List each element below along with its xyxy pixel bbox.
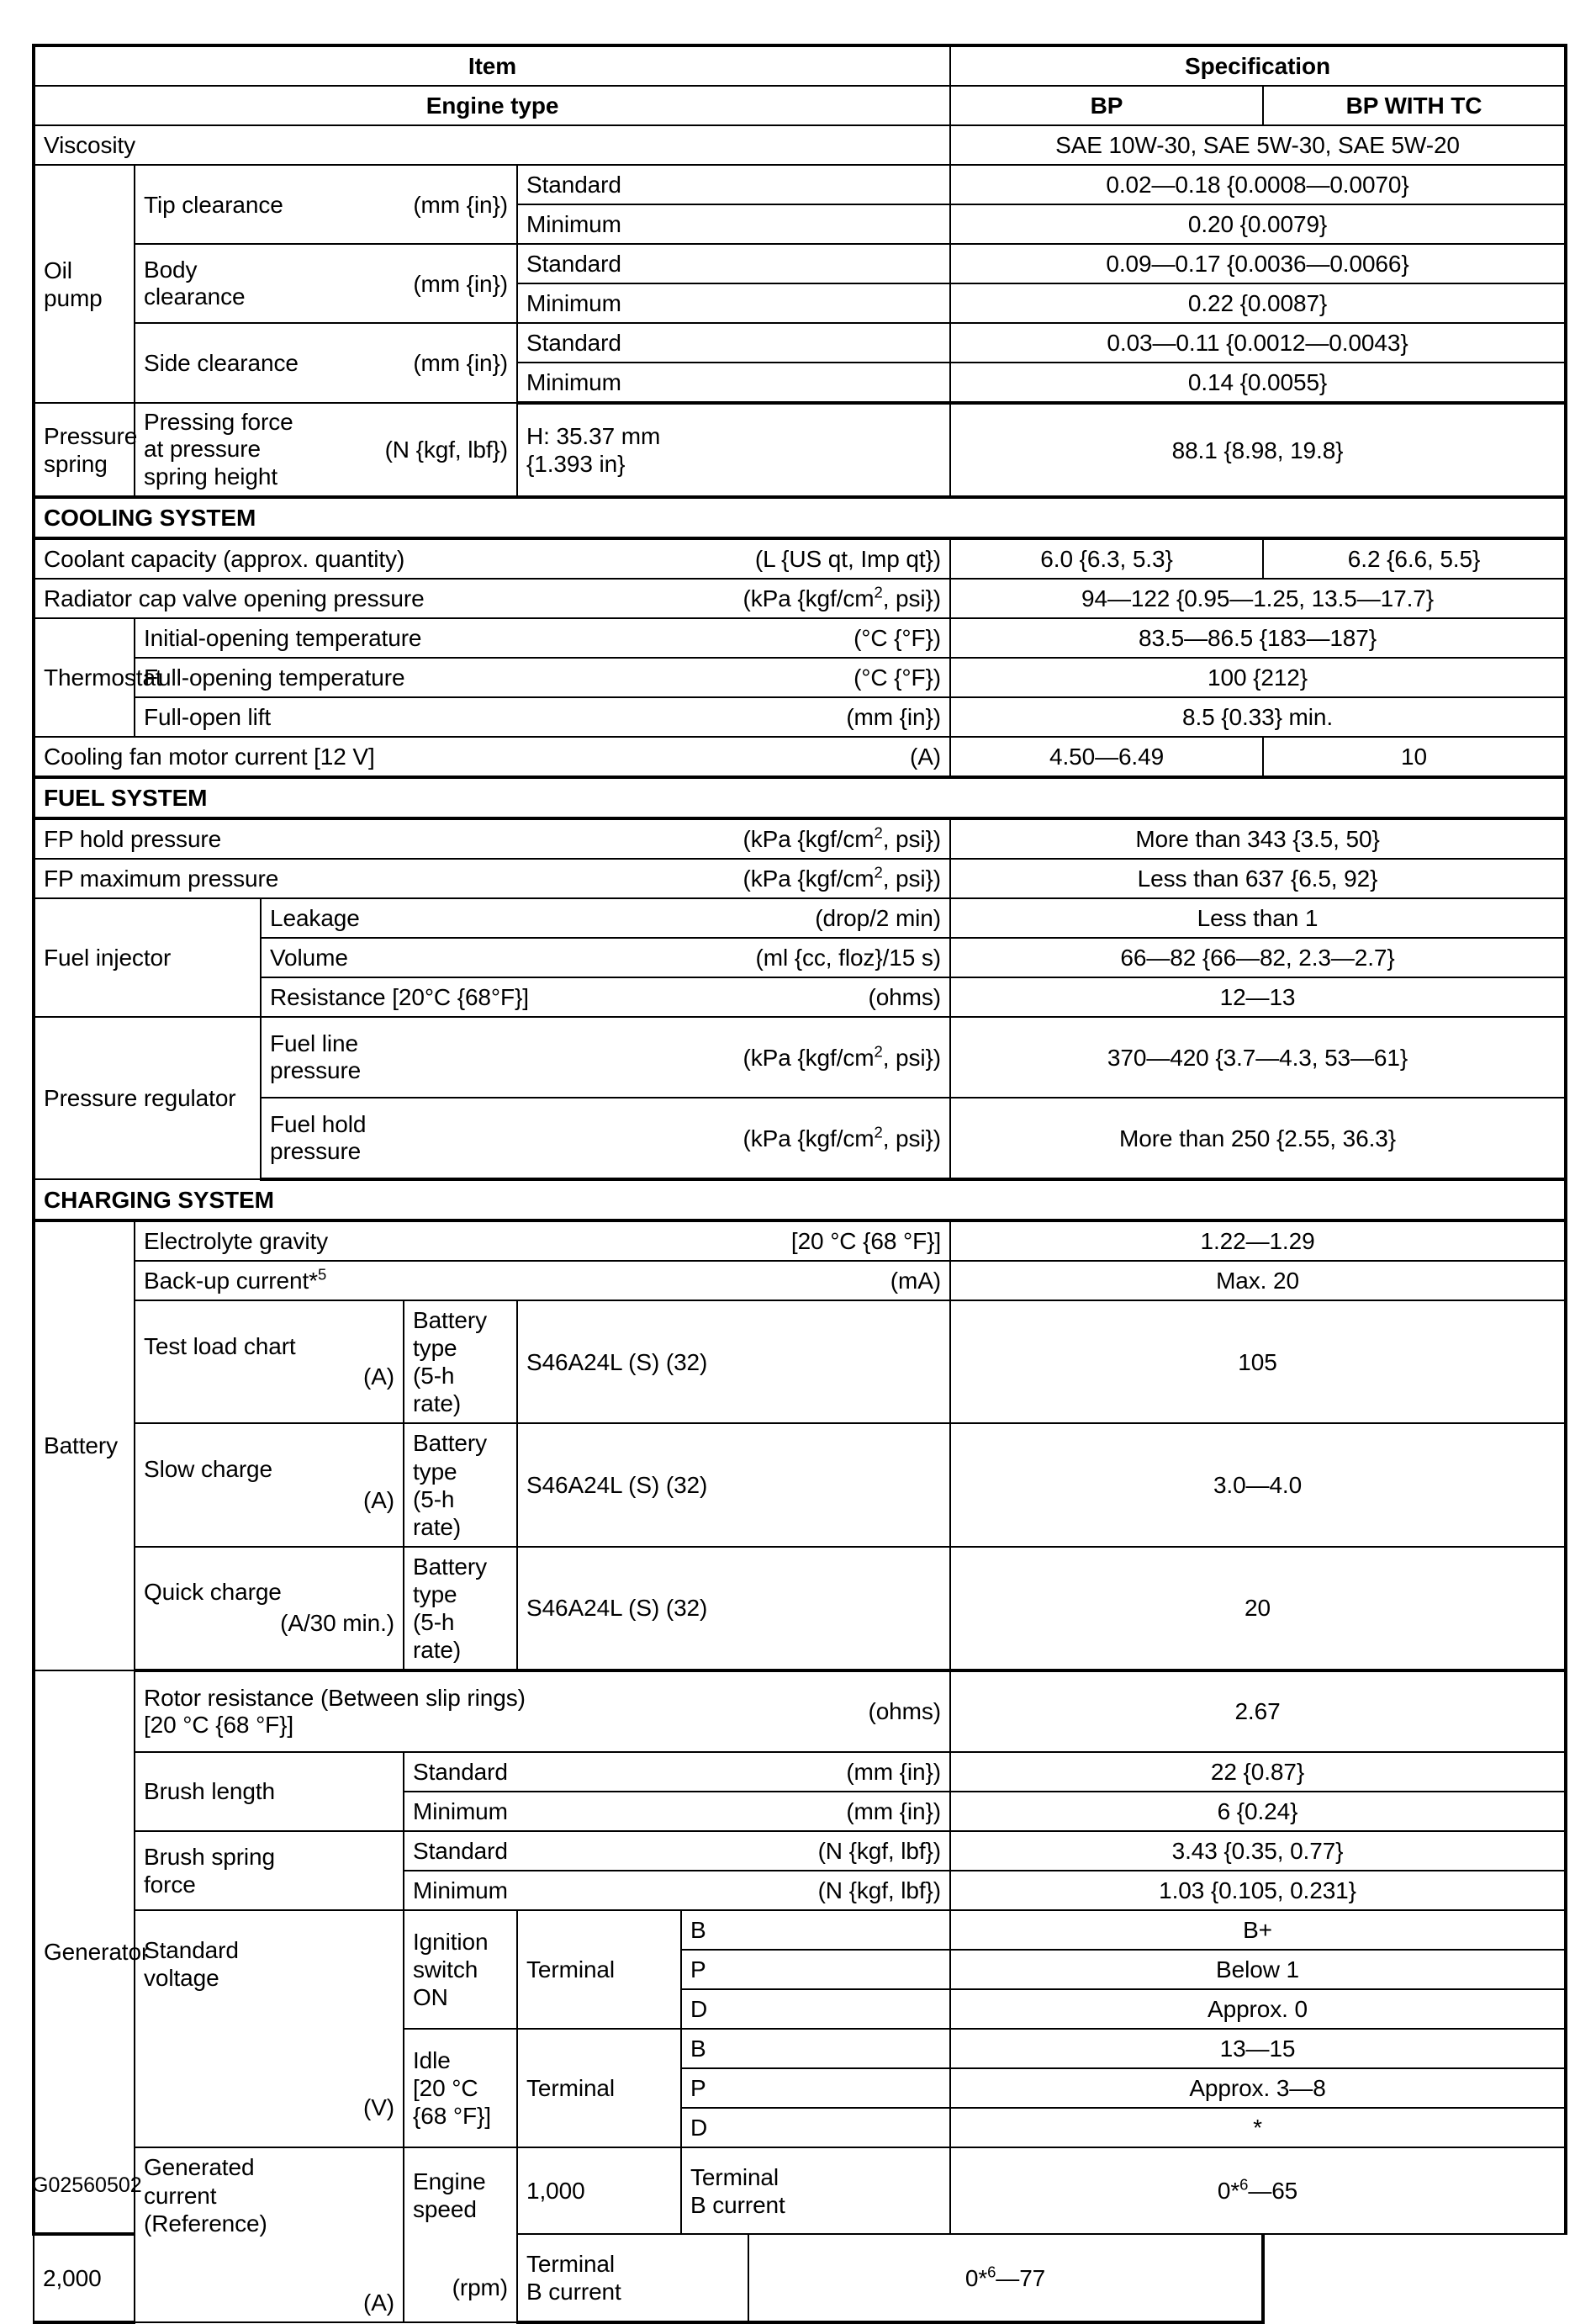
coolant-capacity-bp: 6.0 {6.3, 5.3} (950, 538, 1263, 579)
viscosity-value: SAE 10W-30, SAE 5W-30, SAE 5W-20 (950, 125, 1566, 165)
figure-code: G02560502 (32, 2173, 142, 2197)
section-header-charging-system: CHARGING SYSTEM (34, 1179, 1566, 1220)
fuel-line-label-line1: Fuel line (270, 1030, 358, 1057)
side-clearance-standard-value: 0.03—0.11 {0.0012—0.0043} (950, 323, 1566, 363)
slow-charge-cell (135, 1423, 404, 1546)
pressure-spring-label (34, 403, 138, 497)
row-body-clearance-standard (34, 244, 1566, 283)
terminal-d-idle-label: D (681, 2108, 950, 2147)
electrolyte-label: Electrolyte gravity (144, 1228, 329, 1255)
coolant-capacity-cell (34, 538, 950, 579)
row-fp-hold-pressure (34, 818, 1566, 859)
volume-value: 66—82 {66—82, 2.3—2.7} (950, 938, 1566, 977)
standard-voltage-line1: Standard (144, 1936, 239, 1963)
full-open-lift-cell (135, 697, 950, 737)
leakage-cell (261, 898, 950, 938)
fan-motor-bp: 4.50—6.49 (950, 737, 1263, 777)
resistance-value: 12—13 (950, 977, 1566, 1017)
pressing-height-line2: {1.393 in} (526, 451, 626, 478)
terminal-p-idle-label: P (681, 2068, 950, 2108)
leakage-value: Less than 1 (950, 898, 1566, 938)
engine-speed-1000: 1,000 (517, 2147, 681, 2234)
brush-spring-minimum-value: 1.03 {0.105, 0.231} (950, 1871, 1566, 1910)
test-load-battery-type-line1: Battery type (413, 1307, 488, 1362)
full-open-temp-unit: (°C {°F}) (853, 664, 942, 691)
quick-charge-unit: (A/30 min.) (280, 1609, 394, 1636)
terminal-b-idle-label: B (681, 2029, 950, 2068)
row-coolant-capacity (34, 538, 1566, 579)
ignition-switch-line2: ON (413, 1983, 448, 2010)
side-clearance-unit: (mm {in}) (413, 350, 508, 377)
electrolyte-unit: [20 °C {68 °F}] (790, 1228, 942, 1255)
engine-speed-cell (404, 2147, 517, 2322)
pressing-force-line3: spring height (144, 463, 278, 490)
engine-speed-unit: (rpm) (452, 2274, 508, 2301)
brush-length-minimum-value: 6 {0.24} (950, 1792, 1566, 1831)
test-load-unit: (A) (362, 1363, 394, 1390)
terminal-p-idle-value: Approx. 3—8 (950, 2068, 1566, 2108)
brush-spring-standard-value: 3.43 {0.35, 0.77} (950, 1831, 1566, 1871)
row-pressure-spring (34, 403, 1566, 497)
side-clearance-minimum-label: Minimum (517, 363, 950, 403)
backup-current-label: Back-up current*$^5$ (144, 1265, 327, 1294)
brush-length-label: Brush length (135, 1752, 404, 1831)
tip-clearance-cell (135, 165, 517, 244)
row-section-charging (34, 1179, 1566, 1220)
coolant-capacity-label: Coolant capacity (approx. quantity) (44, 545, 405, 572)
radiator-cap-unit: (kPa {$kgf/cm^2$, psi}) (743, 583, 942, 611)
standard-voltage-cell (135, 1910, 404, 2147)
row-brush-length-standard (34, 1752, 1566, 1792)
row-std-voltage-ign-b (34, 1910, 1566, 1950)
radiator-cap-label: Radiator cap valve opening pressure (44, 585, 425, 611)
fuel-line-cell (261, 1017, 950, 1098)
leakage-label: Leakage (270, 905, 360, 932)
full-open-lift-label: Full-open lift (144, 704, 272, 730)
test-load-label: Test load chart (144, 1333, 296, 1360)
ignition-switch-line1: Ignition switch (413, 1928, 489, 1983)
fp-max-unit: (kPa {$kgf/cm^2$, psi}) (743, 863, 942, 892)
row-thermostat-full-open-temp (34, 658, 1566, 697)
brush-spring-minimum-cell (404, 1871, 950, 1910)
slow-charge-battery-type-line1: Battery type (413, 1430, 488, 1485)
rotor-resistance-value: 2.67 (950, 1670, 1566, 1752)
fuel-hold-label-line1: Fuel hold (270, 1111, 367, 1138)
initial-open-cell (135, 618, 950, 658)
row-radiator-cap (34, 579, 1566, 618)
brush-spring-label (135, 1831, 404, 1910)
fuel-hold-value: More than 250 {2.55, 36.3} (950, 1098, 1566, 1179)
body-clearance-minimum-label: Minimum (517, 283, 950, 323)
row-side-clearance-standard (34, 323, 1566, 363)
body-clearance-label-line2: clearance (144, 283, 246, 310)
volume-unit: (ml {cc, floz}/15 s) (755, 945, 942, 971)
terminal-b-current-2000-label (517, 2234, 748, 2322)
side-clearance-cell (135, 323, 517, 403)
brush-length-minimum-unit: (mm {in}) (846, 1797, 942, 1824)
brush-spring-label-line1: Brush spring (144, 1843, 275, 1870)
brush-spring-standard-label: Standard (413, 1837, 508, 1864)
volume-cell (261, 938, 950, 977)
row-viscosity (34, 125, 1566, 165)
row-cooling-fan-motor (34, 737, 1566, 777)
terminal-p-ignition-label: P (681, 1950, 950, 1989)
row-section-cooling (34, 497, 1566, 538)
fuel-injector-label: Fuel injector (34, 898, 261, 1017)
fp-max-label: FP maximum pressure (44, 866, 279, 892)
rotor-resistance-line1: Rotor resistance (Between slip rings) (144, 1684, 526, 1711)
quick-charge-battery-type (404, 1547, 517, 1670)
slow-charge-label: Slow charge (144, 1456, 272, 1483)
terminal-b-ignition-label: B (681, 1910, 950, 1950)
fuel-hold-label-line2: pressure (270, 1138, 362, 1165)
brush-spring-minimum-unit: (N {kgf, lbf}) (817, 1877, 942, 1903)
terminal-b-current-2000-line2: B current (526, 2279, 621, 2305)
header-col-bp: BP (950, 86, 1263, 125)
generated-current-line1: Generated (144, 2154, 255, 2181)
resistance-unit: (ohms) (868, 984, 942, 1011)
ignition-switch-on-label (404, 1910, 517, 2029)
pressing-force-line2: at pressure (144, 436, 261, 463)
rotor-resistance-line2: [20 °C {68 °F}] (144, 1711, 294, 1738)
brush-length-standard-value: 22 {0.87} (950, 1752, 1566, 1792)
test-load-battery-type (404, 1300, 517, 1423)
header-engine-type: Engine type (34, 86, 950, 125)
viscosity-label: Viscosity (34, 125, 950, 165)
row-pressure-regulator-fuel-line (34, 1017, 1566, 1098)
table-header-row-engine-type (34, 86, 1566, 125)
fuel-hold-unit: (kPa {$kgf/cm^2$, psi}) (743, 1123, 942, 1151)
section-header-fuel-system: FUEL SYSTEM (34, 777, 1566, 818)
leakage-unit: (drop/2 min) (815, 905, 942, 932)
fan-motor-unit: (A) (909, 744, 942, 770)
tip-clearance-minimum-value: 0.20 {0.0079} (950, 204, 1566, 244)
electrolyte-value: 1.22—1.29 (950, 1220, 1566, 1261)
row-tip-clearance-standard (34, 165, 1566, 204)
quick-charge-model: S46A24L (S) (32) (517, 1547, 950, 1670)
generated-current-cell (135, 2147, 404, 2322)
oil-pump-label: Oil pump (34, 165, 135, 403)
full-open-temp-value: 100 {212} (950, 658, 1566, 697)
full-open-lift-value: 8.5 {0.33} min. (950, 697, 1566, 737)
pressing-force-unit: (N {kgf, lbf}) (384, 437, 508, 463)
side-clearance-minimum-value: 0.14 {0.0055} (950, 363, 1566, 403)
fuel-line-label-line2: pressure (270, 1057, 362, 1084)
row-pressure-regulator-fuel-hold (34, 1098, 1566, 1179)
fp-hold-label: FP hold pressure (44, 826, 222, 853)
brush-spring-minimum-label: Minimum (413, 1877, 508, 1903)
fp-max-cell (34, 859, 950, 898)
standard-voltage-unit: (V) (362, 2094, 394, 2121)
terminal-label-idle: Terminal (517, 2029, 681, 2147)
initial-open-label: Initial-opening temperature (144, 624, 422, 651)
brush-spring-standard-cell (404, 1831, 950, 1871)
pressing-force-cell (135, 403, 517, 497)
slow-charge-unit: (A) (362, 1486, 394, 1513)
terminal-label-ignition: Terminal (517, 1910, 681, 2029)
volume-label: Volume (270, 945, 348, 971)
pressing-force-value: 88.1 {8.98, 19.8} (950, 403, 1566, 497)
brush-length-standard-label: Standard (413, 1758, 508, 1785)
row-fp-max-pressure (34, 859, 1566, 898)
brush-length-minimum-cell (404, 1792, 950, 1831)
resistance-label: Resistance [20°C {68°F}] (270, 984, 529, 1011)
tip-clearance-minimum-label: Minimum (517, 204, 950, 244)
thermostat-label: Thermostat (34, 618, 135, 737)
generator-label: Generator (34, 1670, 135, 2235)
fan-motor-bp-tc: 10 (1263, 737, 1566, 777)
generated-current-line2: current (144, 2182, 217, 2209)
tip-clearance-standard-label: Standard (517, 165, 950, 204)
test-load-value: 105 (950, 1300, 1566, 1423)
slow-charge-battery-type (404, 1423, 517, 1546)
row-slow-charge (34, 1423, 1566, 1546)
coolant-capacity-unit: (L {US qt, Imp qt}) (754, 545, 942, 572)
fp-max-value: Less than 637 {6.5, 92} (950, 859, 1566, 898)
terminal-p-ignition-value: Below 1 (950, 1950, 1566, 1989)
generated-current-unit: (A) (362, 2289, 394, 2316)
terminal-d-idle-value: * (950, 2108, 1566, 2147)
body-clearance-unit: (mm {in}) (413, 270, 508, 297)
engine-speed-label: Engine speed (413, 2168, 486, 2223)
row-fuel-injector-leakage (34, 898, 1566, 938)
row-electrolyte-gravity (34, 1220, 1566, 1261)
electrolyte-cell (135, 1220, 950, 1261)
initial-open-value: 83.5—86.5 {183—187} (950, 618, 1566, 658)
idle-label-line1: Idle (413, 2046, 451, 2073)
specification-table (32, 44, 1567, 2324)
table-header-row-item (34, 45, 1566, 86)
header-specification: Specification (950, 45, 1566, 86)
tip-clearance-unit: (mm {in}) (413, 191, 508, 218)
header-item: Item (34, 45, 950, 86)
generated-current-line3: (Reference) (144, 2210, 267, 2237)
brush-spring-label-line2: force (144, 1871, 196, 1898)
row-thermostat-full-open-lift (34, 697, 1566, 737)
rotor-resistance-cell (135, 1670, 950, 1752)
header-col-bp-tc: BP WITH TC (1263, 86, 1566, 125)
coolant-capacity-bp-tc: 6.2 {6.6, 5.5} (1263, 538, 1566, 579)
rotor-resistance-unit: (ohms) (868, 1698, 942, 1725)
idle-label-line2: [20 °C {68 °F}] (413, 2074, 491, 2129)
fuel-hold-cell (261, 1098, 950, 1179)
fp-hold-cell (34, 818, 950, 859)
pressing-spring-height (517, 403, 950, 497)
pressure-regulator-label: Pressure regulator (34, 1017, 261, 1179)
battery-label: Battery (34, 1220, 135, 1670)
fp-hold-value: More than 343 {3.5, 50} (950, 818, 1566, 859)
standard-voltage-line2: voltage (144, 1965, 219, 1992)
side-clearance-standard-label: Standard (517, 323, 950, 363)
terminal-b-idle-value: 13—15 (950, 2029, 1566, 2068)
radiator-cap-value: 94—122 {0.95—1.25, 13.5—17.7} (950, 579, 1566, 618)
fan-motor-cell (34, 737, 950, 777)
idle-label (404, 2029, 517, 2147)
row-test-load-chart (34, 1300, 1566, 1423)
row-generated-current-1000 (34, 2147, 1566, 2234)
test-load-battery-type-line2: (5-h rate) (413, 1363, 462, 1417)
fuel-line-unit: (kPa {$kgf/cm^2$, psi}) (743, 1042, 942, 1071)
pressing-force-line1: Pressing force (144, 409, 293, 436)
full-open-temp-label: Full-opening temperature (144, 664, 405, 691)
terminal-b-current-1000-line1: Terminal (690, 2163, 780, 2190)
brush-length-minimum-label: Minimum (413, 1797, 508, 1824)
backup-current-unit: (mA) (890, 1268, 942, 1294)
quick-charge-cell (135, 1547, 404, 1670)
body-clearance-minimum-value: 0.22 {0.0087} (950, 283, 1566, 323)
full-open-temp-cell (135, 658, 950, 697)
test-load-cell (135, 1300, 404, 1423)
fan-motor-label: Cooling fan motor current [12 V] (44, 744, 375, 770)
slow-charge-model: S46A24L (S) (32) (517, 1423, 950, 1546)
side-clearance-label: Side clearance (144, 350, 299, 377)
pressing-height-line1: H: 35.37 mm (526, 423, 661, 450)
row-rotor-resistance (34, 1670, 1566, 1752)
quick-charge-battery-type-line2: (5-h rate) (413, 1608, 462, 1663)
fp-hold-unit: (kPa {$kgf/cm^2$, psi}) (743, 823, 942, 853)
slow-charge-battery-type-line2: (5-h rate) (413, 1485, 462, 1540)
resistance-cell (261, 977, 950, 1017)
quick-charge-label: Quick charge (144, 1579, 282, 1606)
backup-current-cell (135, 1261, 950, 1300)
initial-open-unit: (°C {°F}) (853, 624, 942, 651)
full-open-lift-unit: (mm {in}) (846, 704, 942, 730)
body-clearance-standard-value: 0.09—0.17 {0.0036—0.0066} (950, 244, 1566, 283)
fuel-line-value: 370—420 {3.7—4.3, 53—61} (950, 1017, 1566, 1098)
backup-current-value: Max. 20 (950, 1261, 1566, 1300)
row-fuel-injector-volume (34, 938, 1566, 977)
body-clearance-standard-label: Standard (517, 244, 950, 283)
pressure-spring-label-line1: Pressure (44, 422, 138, 449)
row-brush-spring-standard (34, 1831, 1566, 1871)
quick-charge-value: 20 (950, 1547, 1566, 1670)
row-fuel-injector-resistance (34, 977, 1566, 1017)
terminal-b-ignition-value: B+ (950, 1910, 1566, 1950)
row-quick-charge (34, 1547, 1566, 1670)
slow-charge-value: 3.0—4.0 (950, 1423, 1566, 1546)
radiator-cap-cell (34, 579, 950, 618)
brush-length-standard-unit: (mm {in}) (846, 1758, 942, 1785)
terminal-b-current-1000-line2: B current (690, 2191, 785, 2218)
row-thermostat-initial (34, 618, 1566, 658)
body-clearance-label-line1: Body (144, 257, 198, 283)
row-backup-current (34, 1261, 1566, 1300)
tip-clearance-standard-value: 0.02—0.18 {0.0008—0.0070} (950, 165, 1566, 204)
terminal-d-ignition-value: Approx. 0 (950, 1989, 1566, 2029)
brush-spring-standard-unit: (N {kgf, lbf}) (817, 1837, 942, 1864)
tip-clearance-label: Tip clearance (144, 191, 283, 218)
section-header-cooling-system: COOLING SYSTEM (34, 497, 1566, 538)
test-load-model: S46A24L (S) (32) (517, 1300, 950, 1423)
engine-speed-2000: 2,000 (34, 2234, 135, 2322)
generated-current-2000-value: 0*$^6$—77 (748, 2234, 1263, 2322)
body-clearance-cell (135, 244, 517, 323)
terminal-b-current-1000-label (681, 2147, 950, 2234)
brush-length-standard-cell (404, 1752, 950, 1792)
row-section-fuel (34, 777, 1566, 818)
pressure-spring-label-line2: spring (44, 450, 108, 477)
generated-current-1000-value: 0*$^6$—65 (950, 2147, 1566, 2234)
quick-charge-battery-type-line1: Battery type (413, 1553, 488, 1607)
terminal-d-ignition-label: D (681, 1989, 950, 2029)
terminal-b-current-2000-line1: Terminal (526, 2251, 616, 2278)
